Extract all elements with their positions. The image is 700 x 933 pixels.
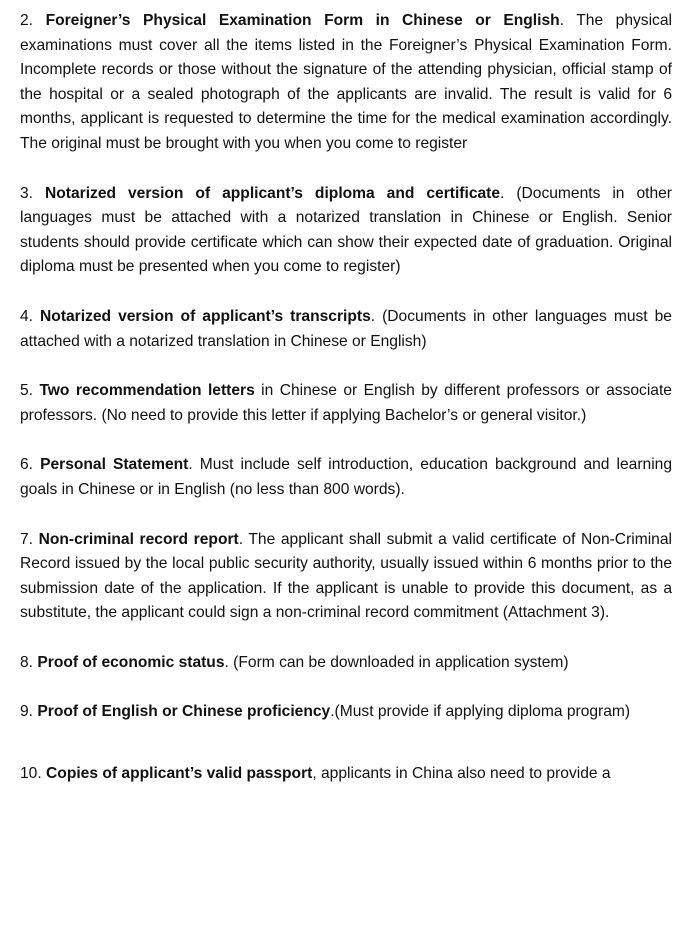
item-title: Proof of English or Chinese proficiency bbox=[37, 703, 331, 721]
item-title: Two recommendation letters bbox=[39, 382, 255, 400]
item-number: 10. bbox=[20, 765, 42, 783]
requirement-item-3 bbox=[20, 182, 672, 280]
item-text: . (Documents in other languages must be attached with a notarized translation in Chinese or English) bbox=[20, 307, 672, 350]
requirement-item-7 bbox=[20, 528, 672, 626]
item-number: 3. bbox=[20, 184, 34, 202]
item-number: 7. bbox=[20, 530, 34, 548]
item-text: . Must include self introduction, education background and learning goals in Chinese or in English (no less than 800 words). bbox=[20, 456, 673, 498]
requirement-item-10 bbox=[20, 762, 672, 787]
item-text: .(Must provide if applying diploma program) bbox=[330, 703, 631, 721]
requirement-item-8 bbox=[20, 651, 672, 676]
item-text: . The physical examinations must cover all the items listed in the Foreigner’s Physical Examination Form. Incomplete records or those without the signature of the attending physician, official stamp of the hospital or a sealed photograph of the applicants are invalid. The result is valid for 6 months, applicant is requested to determine the time for the medical examination accordingly. The original must be brought with you when you come to register bbox=[20, 12, 672, 152]
requirement-item-9 bbox=[20, 700, 672, 725]
item-text: . (Form can be downloaded in application system) bbox=[224, 653, 569, 671]
item-title: Notarized version of applicant’s transcripts bbox=[40, 307, 371, 325]
item-number: 5. bbox=[20, 382, 34, 400]
item-text: . (Documents in other languages must be attached with a notarized translation in Chinese or English. Senior students should provide certificate which can show their expected date of graduation. Original diploma must be presented when you come to register) bbox=[20, 184, 672, 276]
item-text: . The applicant shall submit a valid certificate of Non-Criminal Record issued by the local public security authority, usually issued within 6 months prior to the submission date of the application. If the applicant is unable to provide this document, as a substitute, the applicant could sign a non-criminal record commitment (Attachment 3). bbox=[20, 530, 672, 622]
requirement-item-4 bbox=[20, 305, 672, 354]
item-title: Copies of applicant’s valid passport bbox=[46, 765, 313, 783]
item-text: , applicants in China also need to provide a bbox=[312, 765, 611, 783]
item-number: 8. bbox=[20, 653, 34, 671]
document-page bbox=[20, 9, 672, 787]
item-number: 6. bbox=[20, 456, 34, 474]
item-title: Non-criminal record report bbox=[38, 530, 239, 548]
item-title: Foreigner’s Physical Examination Form in Chinese or English bbox=[45, 12, 560, 29]
item-title: Notarized version of applicant’s diploma and certificate bbox=[44, 184, 501, 202]
item-title: Personal Statement bbox=[40, 456, 189, 474]
item-title: Proof of economic status bbox=[37, 653, 225, 671]
item-text: in Chinese or English by different professors or associate professors. (No need to provide this letter if applying Bachelor’s or general visitor.) bbox=[20, 382, 672, 424]
requirement-item-5 bbox=[20, 379, 672, 428]
item-number: 9. bbox=[20, 703, 34, 721]
requirement-item-2 bbox=[20, 9, 672, 157]
item-number: 2. bbox=[20, 12, 34, 29]
item-number: 4. bbox=[20, 307, 34, 325]
requirement-item-6 bbox=[20, 453, 672, 502]
